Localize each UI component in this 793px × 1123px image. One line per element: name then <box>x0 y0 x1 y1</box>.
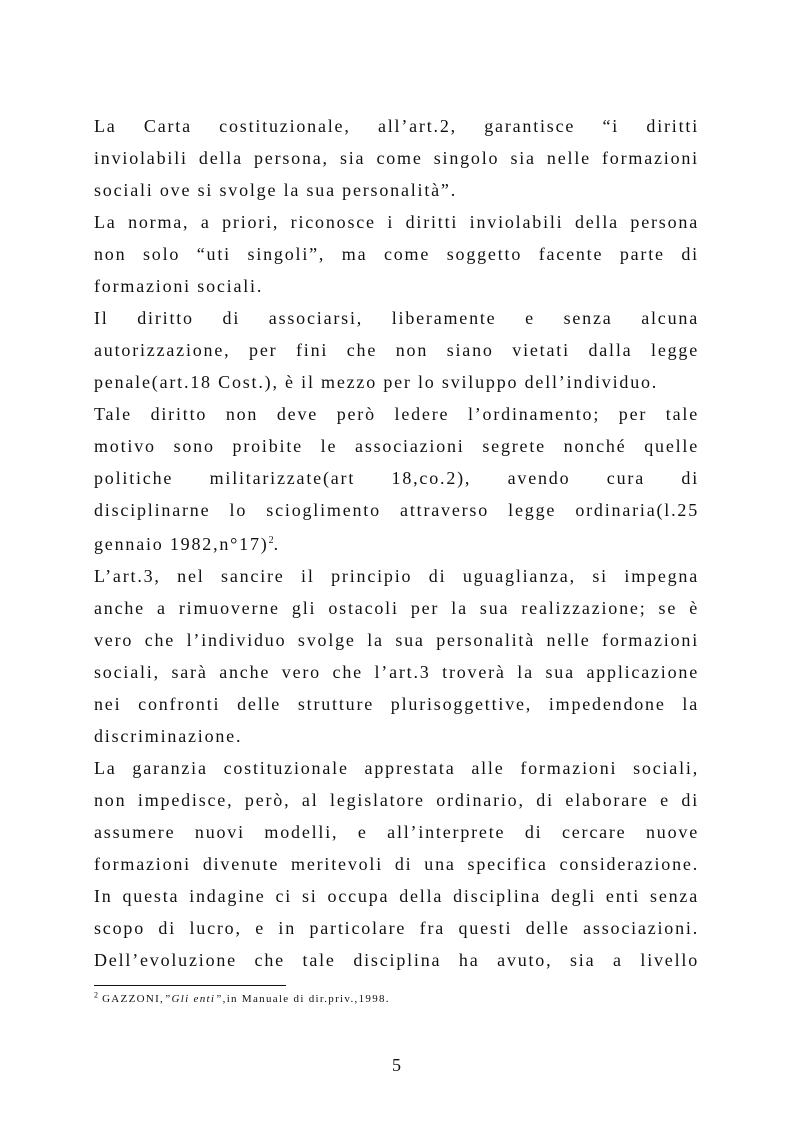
body-line: formazioni divenute meritevoli di una specifica considerazione. <box>94 854 699 874</box>
body-line: La Carta costituzionale, all’art.2, garantisce “i diritti <box>94 116 699 136</box>
footnote-number: 2 <box>94 990 98 1000</box>
body-line: anche a rimuoverne gli ostacoli per la sua realizzazione; se è <box>94 598 699 618</box>
body-line: formazioni sociali. <box>94 276 264 296</box>
body-line: Dell’evoluzione che tale disciplina ha avuto, sia a livello <box>94 950 699 970</box>
body-line: non impedisce, però, al legislatore ordinario, di elaborare e di <box>94 790 699 810</box>
footnote-title: ”Gli enti” <box>164 993 223 1005</box>
footnote-reference-tail: . <box>273 534 280 554</box>
body-line-with-footnote <box>94 533 699 555</box>
body-line: sociali ove si svolge la sua personalità”. <box>94 180 458 200</box>
body-line-text: gennaio 1982,n°17) <box>94 534 269 554</box>
footnote-source: ,in Manuale di dir.priv.,1998. <box>222 993 390 1005</box>
body-line: La garanzia costituzionale apprestata alle formazioni sociali, <box>94 758 699 778</box>
body-line: discriminazione. <box>94 726 243 746</box>
body-line: politiche militarizzate(art 18,co.2), avendo cura di <box>94 468 699 488</box>
body-line: non solo “uti singoli”, ma come soggetto facente parte di <box>94 244 699 264</box>
body-line: Il diritto di associarsi, liberamente e senza alcuna <box>94 308 699 328</box>
body-line: L’art.3, nel sancire il principio di uguaglianza, si impegna <box>94 566 699 586</box>
footnote <box>94 992 699 1006</box>
footnote-author: GAZZONI, <box>102 993 165 1005</box>
body-line: scopo di lucro, e in particolare fra questi delle associazioni. <box>94 918 699 938</box>
body-line: penale(art.18 Cost.), è il mezzo per lo sviluppo dell’individuo. <box>94 372 659 392</box>
body-line: sociali, sarà anche vero che l’art.3 troverà la sua applicazione <box>94 662 699 682</box>
body-line: autorizzazione, per fini che non siano vietati dalla legge <box>94 340 699 360</box>
body-line: inviolabili della persona, sia come singolo sia nelle formazioni <box>94 148 699 168</box>
body-line: motivo sono proibite le associazioni segrete nonché quelle <box>94 436 699 456</box>
body-line: nei confronti delle strutture plurisoggettive, impedendone la <box>94 694 699 714</box>
footnote-separator <box>94 985 286 986</box>
body-line: La norma, a priori, riconosce i diritti inviolabili della persona <box>94 212 699 232</box>
page-number: 5 <box>392 1055 401 1075</box>
body-line: disciplinarne lo scioglimento attraverso legge ordinaria(l.25 <box>94 500 699 520</box>
footnote-reference[interactable]: 2 <box>268 535 274 546</box>
body-line: In questa indagine ci si occupa della disciplina degli enti senza <box>94 886 699 906</box>
body-line: Tale diritto non deve però ledere l’ordinamento; per tale <box>94 404 699 424</box>
body-line: vero che l’individuo svolge la sua personalità nelle formazioni <box>94 630 699 650</box>
body-line: assumere nuovi modelli, e all’interprete di cercare nuove <box>94 822 699 842</box>
